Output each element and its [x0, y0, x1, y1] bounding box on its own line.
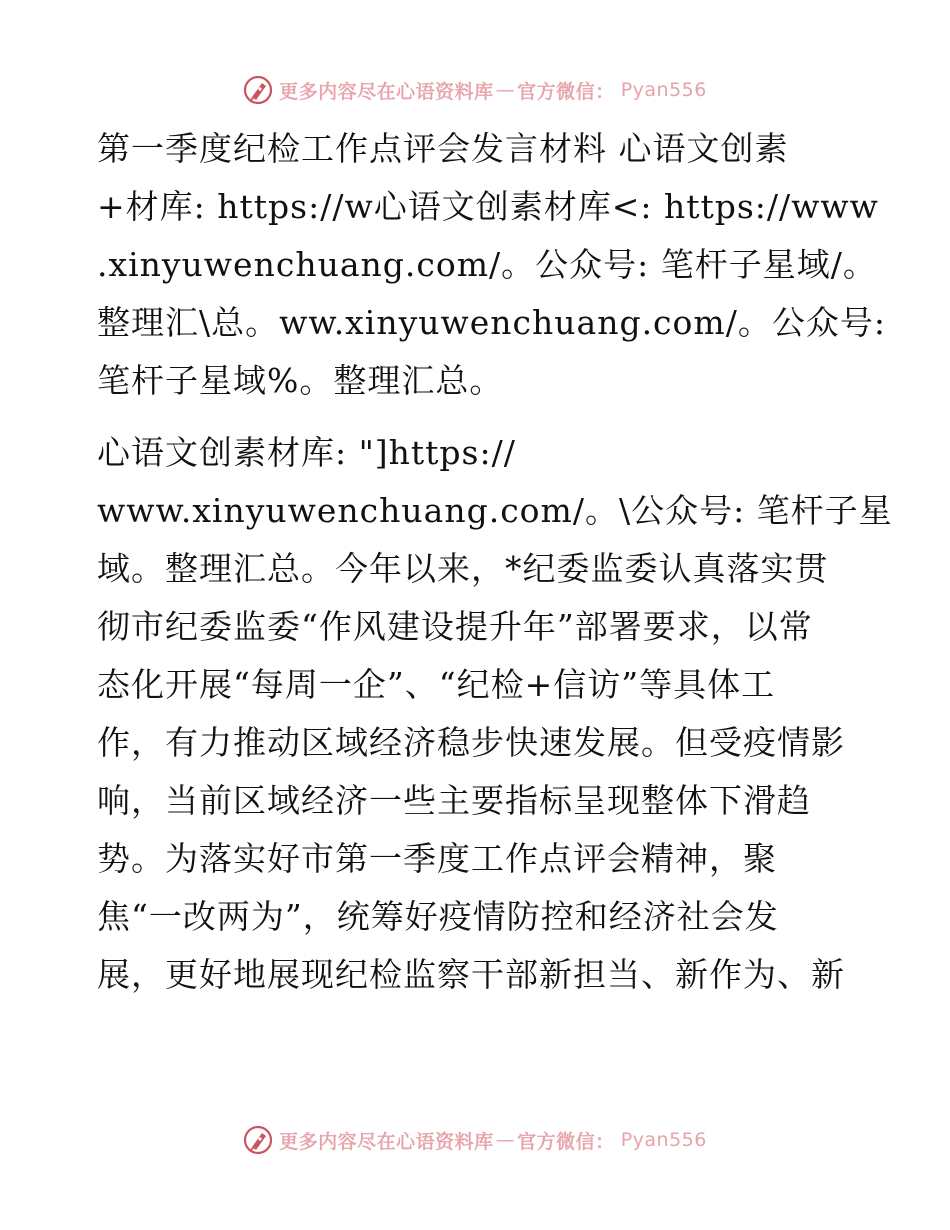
banner-secondary-text: 官方微信：	[517, 80, 615, 103]
header-banner	[0, 70, 950, 110]
text-line: .xinyuwenchuang.com/。公众号: 笔杆子星域/。	[97, 245, 877, 284]
banner-wechat-id: Pyan556	[620, 79, 707, 101]
text-line: +材库: https://w心语文创素材库<: https://www	[97, 187, 879, 226]
paragraph-1	[97, 120, 886, 410]
text-line: 心语文创素材库: "]https://	[97, 433, 516, 472]
paragraph-gap	[97, 410, 857, 424]
paragraph-2	[97, 424, 893, 1004]
text-line: 展，更好地展现纪检监察干部新担当、新作为、新	[97, 955, 845, 994]
text-line: 域。整理汇总。今年以来，*纪委监委认真落实贯	[97, 549, 829, 588]
text-line: 第一季度纪检工作点评会发言材料 心语文创素	[97, 129, 789, 168]
text-line: 笔杆子星域%。整理汇总。	[97, 361, 504, 400]
banner-dash: —	[495, 79, 516, 101]
text-line: 整理汇\总。ww.xinyuwenchuang.com/。公众号:	[97, 303, 886, 342]
document-body	[97, 120, 893, 1004]
text-line: 焦“一改两为”，统筹好疫情防控和经济社会发	[97, 897, 779, 936]
text-line: 彻市纪委监委“作风建设提升年”部署要求，以常	[97, 607, 813, 646]
banner-primary-text: 更多内容尽在心语资料库	[279, 80, 494, 103]
pen-nib-logo-icon	[243, 75, 273, 105]
text-line: 势。为落实好市第一季度工作点评会精神，聚	[97, 839, 777, 878]
banner-secondary-text: 官方微信：	[517, 1130, 615, 1153]
footer-banner	[0, 1120, 950, 1160]
text-line: 态化开展“每周一企”、“纪检+信访”等具体工	[97, 665, 776, 704]
banner-dash: —	[495, 1129, 516, 1151]
text-line: 作，有力推动区域经济稳步快速发展。但受疫情影	[97, 723, 845, 762]
banner-primary-text: 更多内容尽在心语资料库	[279, 1130, 494, 1153]
pen-nib-logo-icon	[243, 1125, 273, 1155]
text-line: www.xinyuwenchuang.com/。\公众号: 笔杆子星	[97, 491, 893, 530]
text-line: 响，当前区域经济一些主要指标呈现整体下滑趋	[97, 781, 811, 820]
banner-wechat-id: Pyan556	[620, 1129, 707, 1151]
